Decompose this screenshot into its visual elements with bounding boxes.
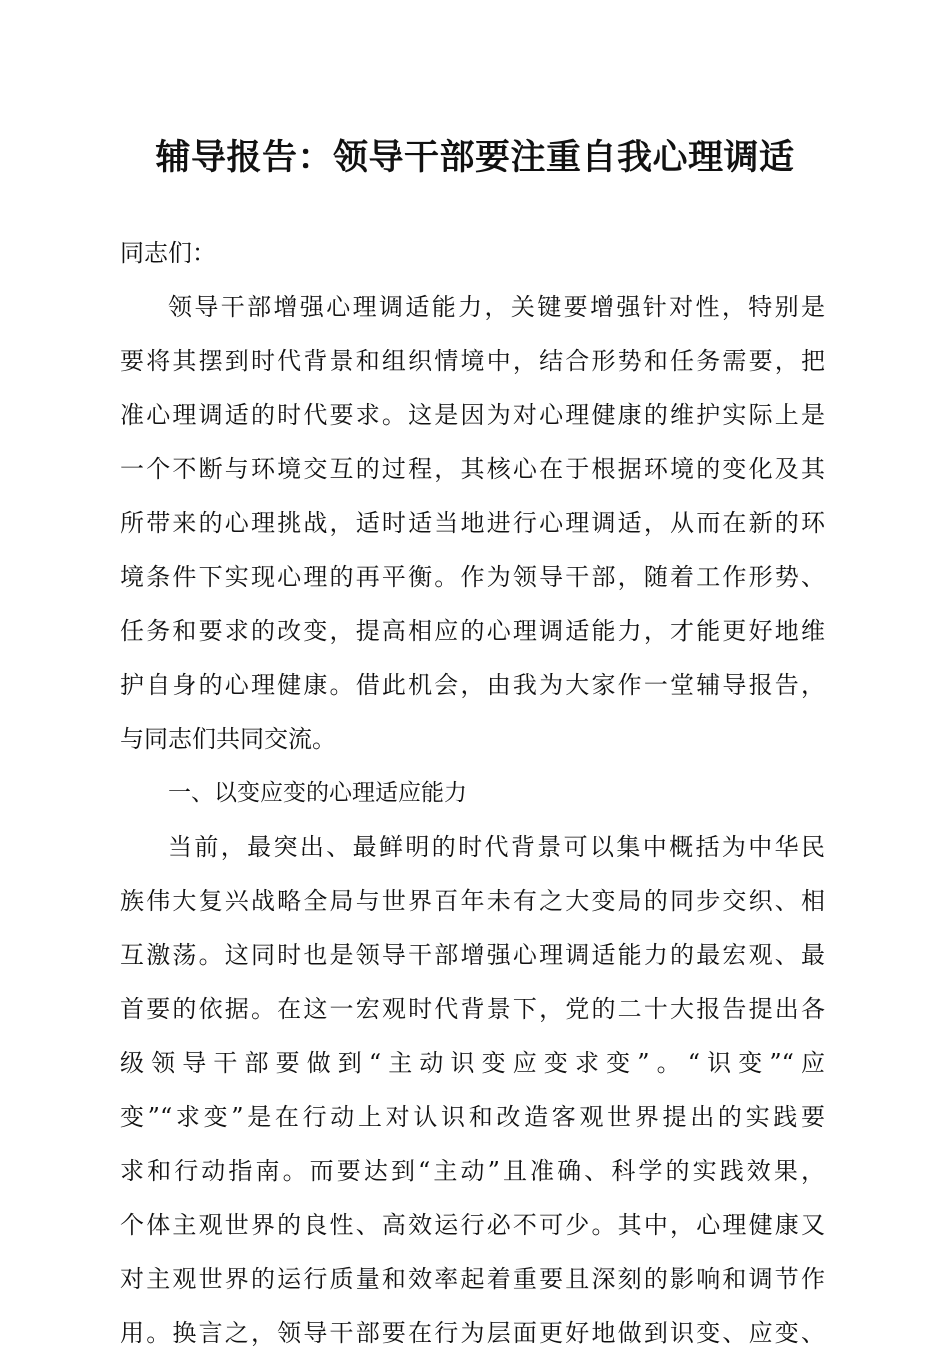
paragraph-line: 对主观世界的运行质量和效率起着重要且深刻的影响和调节作 xyxy=(120,1265,825,1293)
paragraph-1 xyxy=(120,280,825,766)
paragraph-line: 所带来的心理挑战，适时适当地进行心理调适，从而在新的环 xyxy=(120,509,825,537)
salutation: 同志们： xyxy=(120,239,216,267)
paragraph-2 xyxy=(120,820,825,1360)
paragraph-line: 领导干部增强心理调适能力，关键要增强针对性，特别是 xyxy=(168,293,825,321)
paragraph-line: 任务和要求的改变，提高相应的心理调适能力，才能更好地维 xyxy=(120,617,825,645)
paragraph-line: 首要的依据。在这一宏观时代背景下，党的二十大报告提出各 xyxy=(120,995,825,1023)
paragraph-line: 用。换言之，领导干部要在行为层面更好地做到识变、应变、 xyxy=(120,1319,825,1347)
paragraph-line: 一个不断与环境交互的过程，其核心在于根据环境的变化及其 xyxy=(120,455,825,483)
paragraph-line: 互激荡。这同时也是领导干部增强心理调适能力的最宏观、最 xyxy=(120,941,825,969)
paragraph-line: 准心理调适的时代要求。这是因为对心理健康的维护实际上是 xyxy=(120,401,825,429)
paragraph-line: 要将其摆到时代背景和组织情境中，结合形势和任务需要，把 xyxy=(120,347,825,375)
paragraph-line: 级领导干部要做到“主动识变应变求变”。“识变”“应 xyxy=(120,1049,825,1077)
paragraph-line: 境条件下实现心理的再平衡。作为领导干部，随着工作形势、 xyxy=(120,563,825,591)
paragraph-line: 变”“求变”是在行动上对认识和改造客观世界提出的实践要 xyxy=(120,1103,825,1131)
document-body xyxy=(120,226,825,1360)
paragraph-line: 护自身的心理健康。借此机会，由我为大家作一堂辅导报告， xyxy=(120,671,825,699)
paragraph-line: 个体主观世界的良性、高效运行必不可少。其中，心理健康又 xyxy=(120,1211,825,1239)
paragraph-line: 当前，最突出、最鲜明的时代背景可以集中概括为中华民 xyxy=(168,833,825,861)
paragraph-line: 族伟大复兴战略全局与世界百年未有之大变局的同步交织、相 xyxy=(120,887,825,915)
document-title: 辅导报告：领导干部要注重自我心理调适 xyxy=(155,137,795,178)
paragraph-line: 与同志们共同交流。 xyxy=(120,725,336,753)
paragraph-line: 求和行动指南。而要达到“主动”且准确、科学的实践效果， xyxy=(120,1157,825,1185)
section-heading: 一、以变应变的心理适应能力 xyxy=(168,780,467,806)
